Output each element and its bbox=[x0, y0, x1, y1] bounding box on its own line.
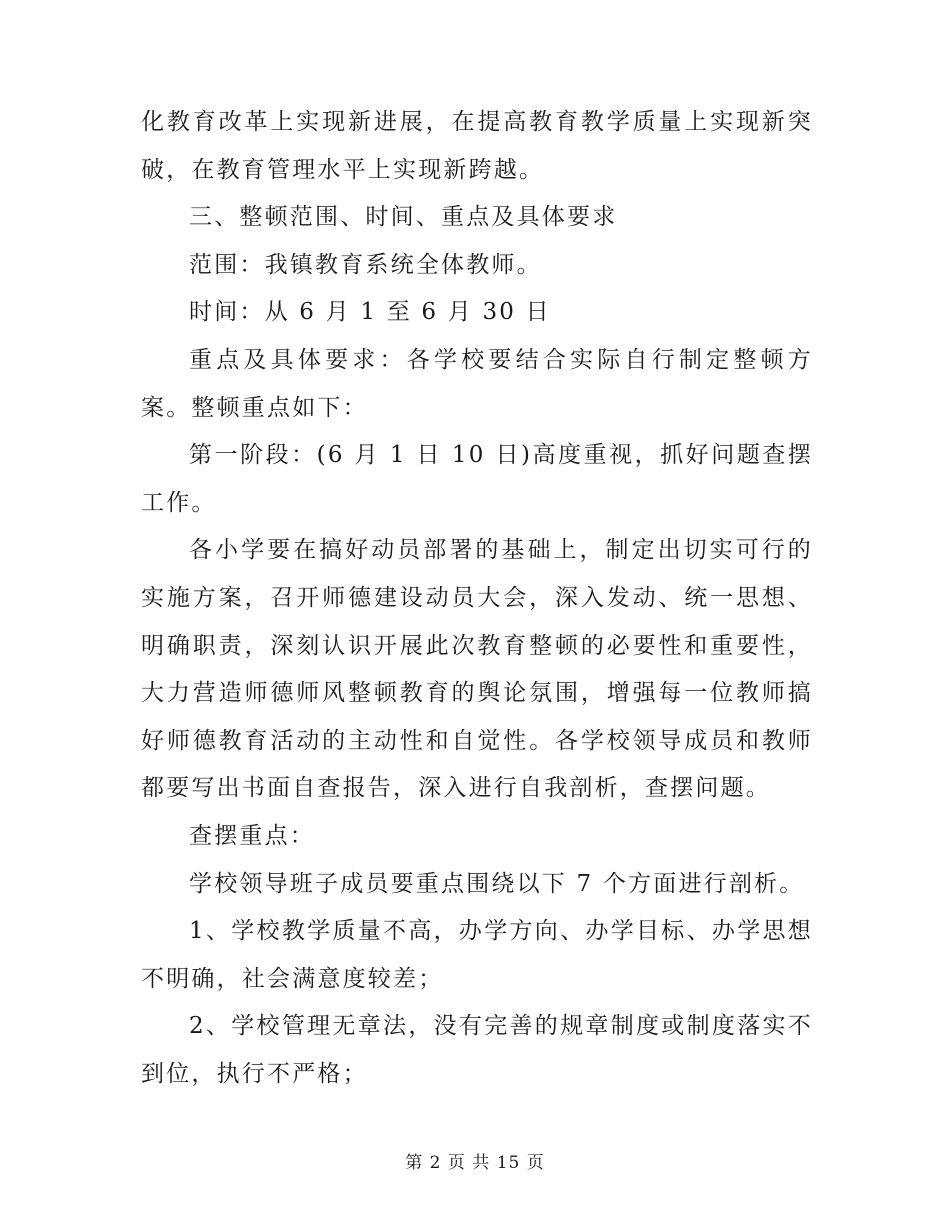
paragraph-phase-one: 第一阶段：(6 月 1 日 10 日)高度重视，抓好问题查摆工作。 bbox=[141, 442, 813, 516]
paragraph-requirements: 重点及具体要求：各学校要结合实际自行制定整顿方案。整顿重点如下： bbox=[141, 346, 813, 421]
list-item-1: 1、学校教学质量不高，办学方向、办学目标、办学思想不明确，社会满意度较差； bbox=[141, 918, 813, 992]
paragraph-check-focus: 查摆重点： bbox=[189, 822, 315, 849]
list-item-2: 2、学校管理无章法，没有完善的规章制度或制度落实不到位，执行不严格； bbox=[141, 1013, 813, 1087]
paragraph-time: 时间：从 6 月 1 至 6 月 30 日 bbox=[189, 299, 551, 326]
paragraph-1: 化教育改革上实现新进展，在提高教育教学质量上实现新突破，在教育管理水平上实现新跨越。 bbox=[141, 109, 813, 183]
page-number: 第 2 页 共 15 页 bbox=[405, 1153, 545, 1173]
document-body bbox=[141, 99, 813, 1098]
paragraph-leadership: 学校领导班子成员要重点围绕以下 7 个方面进行剖析。 bbox=[189, 870, 805, 897]
section-heading: 三、整顿范围、时间、重点及具体要求 bbox=[189, 204, 618, 231]
paragraph-schools: 各小学要在搞好动员部署的基础上，制定出切实可行的实施方案，召开师德建设动员大会，深入发动、统一思想、明确职责，深刻认识开展此次教育整顿的必要性和重要性，大力营造师德师风整顿教育的舆论氛围，增强每一位教师搞好师德教育活动的主动性和自觉性。各学校领导成员和教师都要写出书面自查报告，深入进行自我剖析，查摆问题。 bbox=[141, 537, 813, 802]
paragraph-scope: 范围：我镇教育系统全体教师。 bbox=[189, 251, 542, 278]
